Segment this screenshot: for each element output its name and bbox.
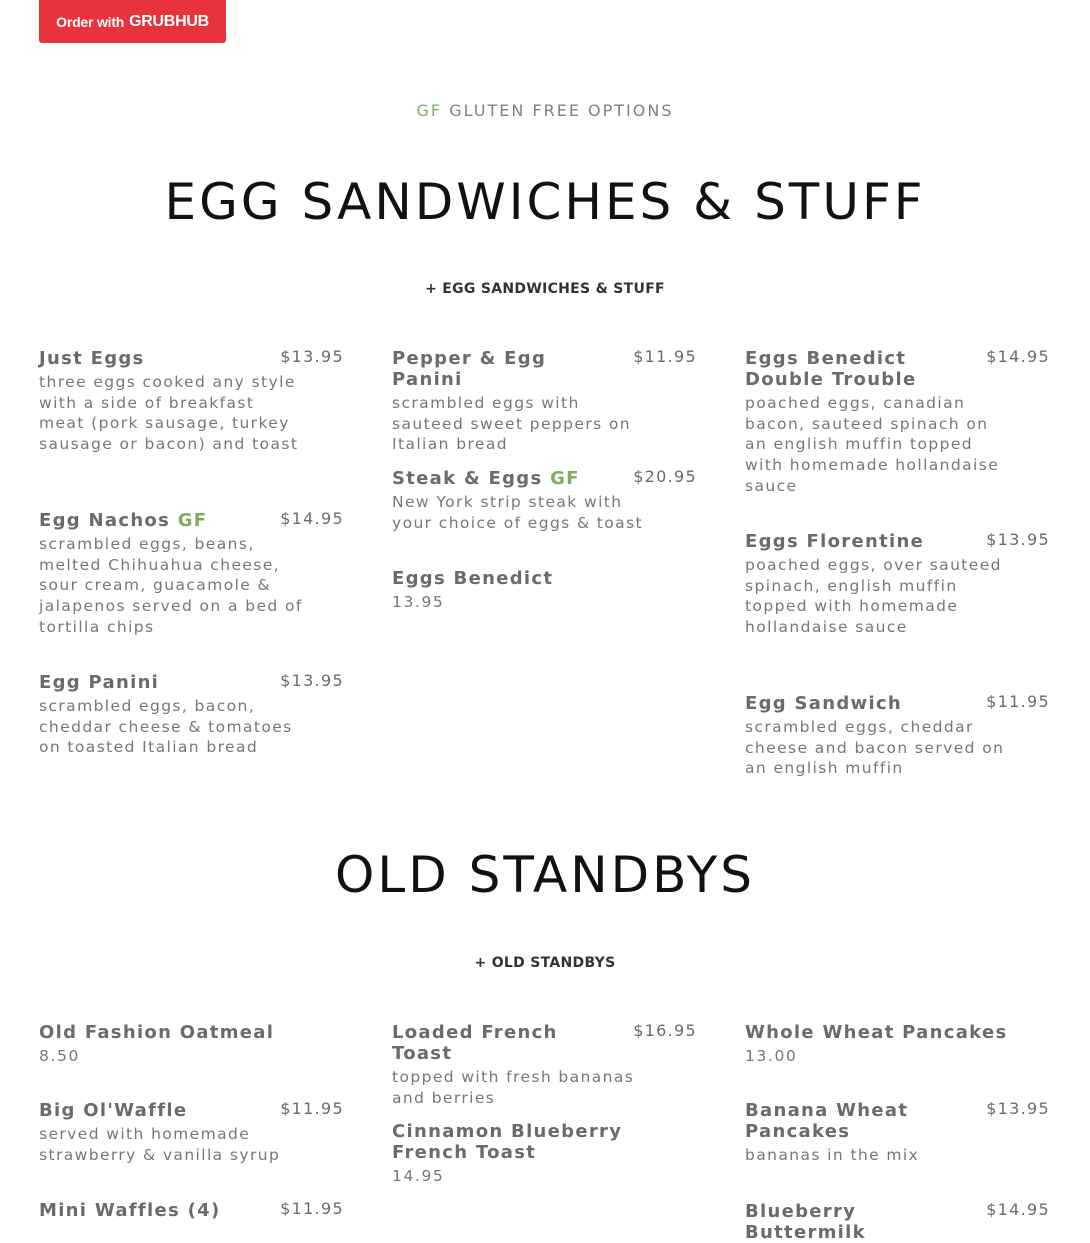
menu-item-price: 13.95 bbox=[392, 593, 445, 611]
menu-item bbox=[745, 1201, 1050, 1243]
menu-item-price: $13.95 bbox=[986, 1099, 1050, 1118]
menu-item-price: $20.95 bbox=[633, 467, 697, 486]
menu-item-price: $11.95 bbox=[280, 1199, 344, 1218]
menu-item-name: Loaded French Toast bbox=[392, 1022, 558, 1064]
menu-item-name: Eggs Florentine bbox=[745, 531, 925, 552]
menu-item bbox=[745, 1022, 1050, 1067]
menu-item bbox=[745, 531, 1050, 638]
menu-item-description: served with homemade strawberry & vanilla syrup bbox=[39, 1125, 281, 1164]
menu-item-name: Banana Wheat Pancakes bbox=[745, 1100, 909, 1142]
section-link-label[interactable]: + OLD STANDBYS bbox=[474, 955, 616, 971]
section-link-old-standbys[interactable] bbox=[0, 954, 1090, 972]
menu-item-name: Egg Sandwich bbox=[745, 693, 903, 714]
menu-item bbox=[745, 348, 1050, 497]
menu-item-price: 8.50 bbox=[39, 1047, 80, 1065]
menu-item-price: $14.95 bbox=[986, 347, 1050, 366]
menu-item-description: scrambled eggs with sauteed sweet peppers on Italian bread bbox=[392, 394, 632, 454]
menu-item-name bbox=[392, 468, 623, 489]
menu-item-name-text: Steak & Eggs bbox=[392, 468, 543, 489]
menu-item-name: Eggs Benedict bbox=[392, 568, 554, 589]
menu-item-description: three eggs cooked any style with a side of breakfast meat (pork sausage, turkey sausage or bacon) and toast bbox=[39, 373, 299, 454]
gf-badge: GF bbox=[550, 468, 580, 489]
section-title-egg-sandwiches: EGG SANDWICHES & STUFF bbox=[164, 173, 926, 231]
menu-item-name: Pepper & Egg Panini bbox=[392, 348, 547, 390]
menu-item bbox=[39, 1100, 344, 1165]
menu-item bbox=[39, 348, 344, 455]
menu-item bbox=[745, 1100, 1050, 1166]
menu-item bbox=[39, 510, 344, 638]
menu-item-name: Just Eggs bbox=[39, 348, 145, 369]
menu-item bbox=[392, 468, 697, 533]
menu-item-price: $13.95 bbox=[280, 671, 344, 690]
menu-item-price: $14.95 bbox=[280, 509, 344, 528]
section-link-label[interactable]: + EGG SANDWICHES & STUFF bbox=[425, 281, 665, 297]
order-with-grubhub-button[interactable] bbox=[39, 0, 226, 43]
menu-item bbox=[392, 348, 697, 455]
gluten-free-legend bbox=[0, 101, 1090, 121]
menu-item bbox=[39, 672, 344, 758]
gf-badge: GF bbox=[177, 510, 208, 531]
menu-item-name-text: Egg Nachos bbox=[39, 510, 171, 531]
order-button-label: Order with bbox=[56, 13, 125, 30]
menu-item-price: $11.95 bbox=[633, 347, 697, 366]
menu-item-description: New York strip steak with your choice of eggs & toast bbox=[392, 493, 644, 532]
section-title-old-standbys: OLD STANDBYS bbox=[335, 846, 755, 904]
menu-item-name: Mini Waffles (4) bbox=[39, 1200, 221, 1221]
menu-item-name: Blueberry Buttermilk bbox=[745, 1201, 866, 1243]
menu-item-price: $13.95 bbox=[280, 347, 344, 366]
menu-item bbox=[392, 568, 697, 613]
menu-item-name: Egg Panini bbox=[39, 672, 160, 693]
gf-legend-text: GLUTEN FREE OPTIONS bbox=[442, 101, 674, 120]
gf-tag: GF bbox=[416, 101, 443, 120]
menu-item-name bbox=[39, 510, 270, 531]
menu-item-description: topped with fresh bananas and berries bbox=[392, 1068, 635, 1107]
menu-item-price: $14.95 bbox=[986, 1200, 1050, 1219]
menu-item-description: poached eggs, over sauteed spinach, english muffin topped with homemade hollandaise sauce bbox=[745, 556, 1002, 637]
menu-item bbox=[39, 1200, 344, 1221]
menu-item-price: 14.95 bbox=[392, 1167, 445, 1185]
menu-item bbox=[745, 693, 1050, 779]
menu-item bbox=[392, 1022, 697, 1108]
menu-item-name: Big Ol'Waffle bbox=[39, 1100, 188, 1121]
menu-item-name: Old Fashion Oatmeal bbox=[39, 1022, 275, 1043]
menu-item-description: scrambled eggs, cheddar cheese and bacon served on an english muffin bbox=[745, 718, 1005, 778]
menu-item-description: scrambled eggs, bacon, cheddar cheese & tomatoes on toasted Italian bread bbox=[39, 697, 293, 757]
grubhub-logo: GRUBHUB bbox=[129, 12, 209, 30]
menu-item-price: $11.95 bbox=[280, 1099, 344, 1118]
menu-item-description: poached eggs, canadian bacon, sauteed spinach on an english muffin topped with homemade hollandaise sauce bbox=[745, 394, 1000, 495]
menu-item-price: $16.95 bbox=[633, 1021, 697, 1040]
menu-item-price: 13.00 bbox=[745, 1047, 798, 1065]
menu-item-name: Whole Wheat Pancakes bbox=[745, 1022, 1008, 1043]
section-link-egg-sandwiches[interactable] bbox=[0, 280, 1090, 298]
menu-item-price: $13.95 bbox=[986, 530, 1050, 549]
menu-item-price: $11.95 bbox=[986, 692, 1050, 711]
menu-item-name: Cinnamon Blueberry French Toast bbox=[392, 1121, 623, 1163]
menu-item bbox=[392, 1121, 697, 1187]
menu-item bbox=[39, 1022, 344, 1067]
menu-item-description: bananas in the mix bbox=[745, 1146, 920, 1164]
menu-item-name: Eggs Benedict Double Trouble bbox=[745, 348, 917, 390]
menu-item-description: scrambled eggs, beans, melted Chihuahua cheese, sour cream, guacamole & jalapenos served on a bed of tortilla chips bbox=[39, 535, 303, 636]
